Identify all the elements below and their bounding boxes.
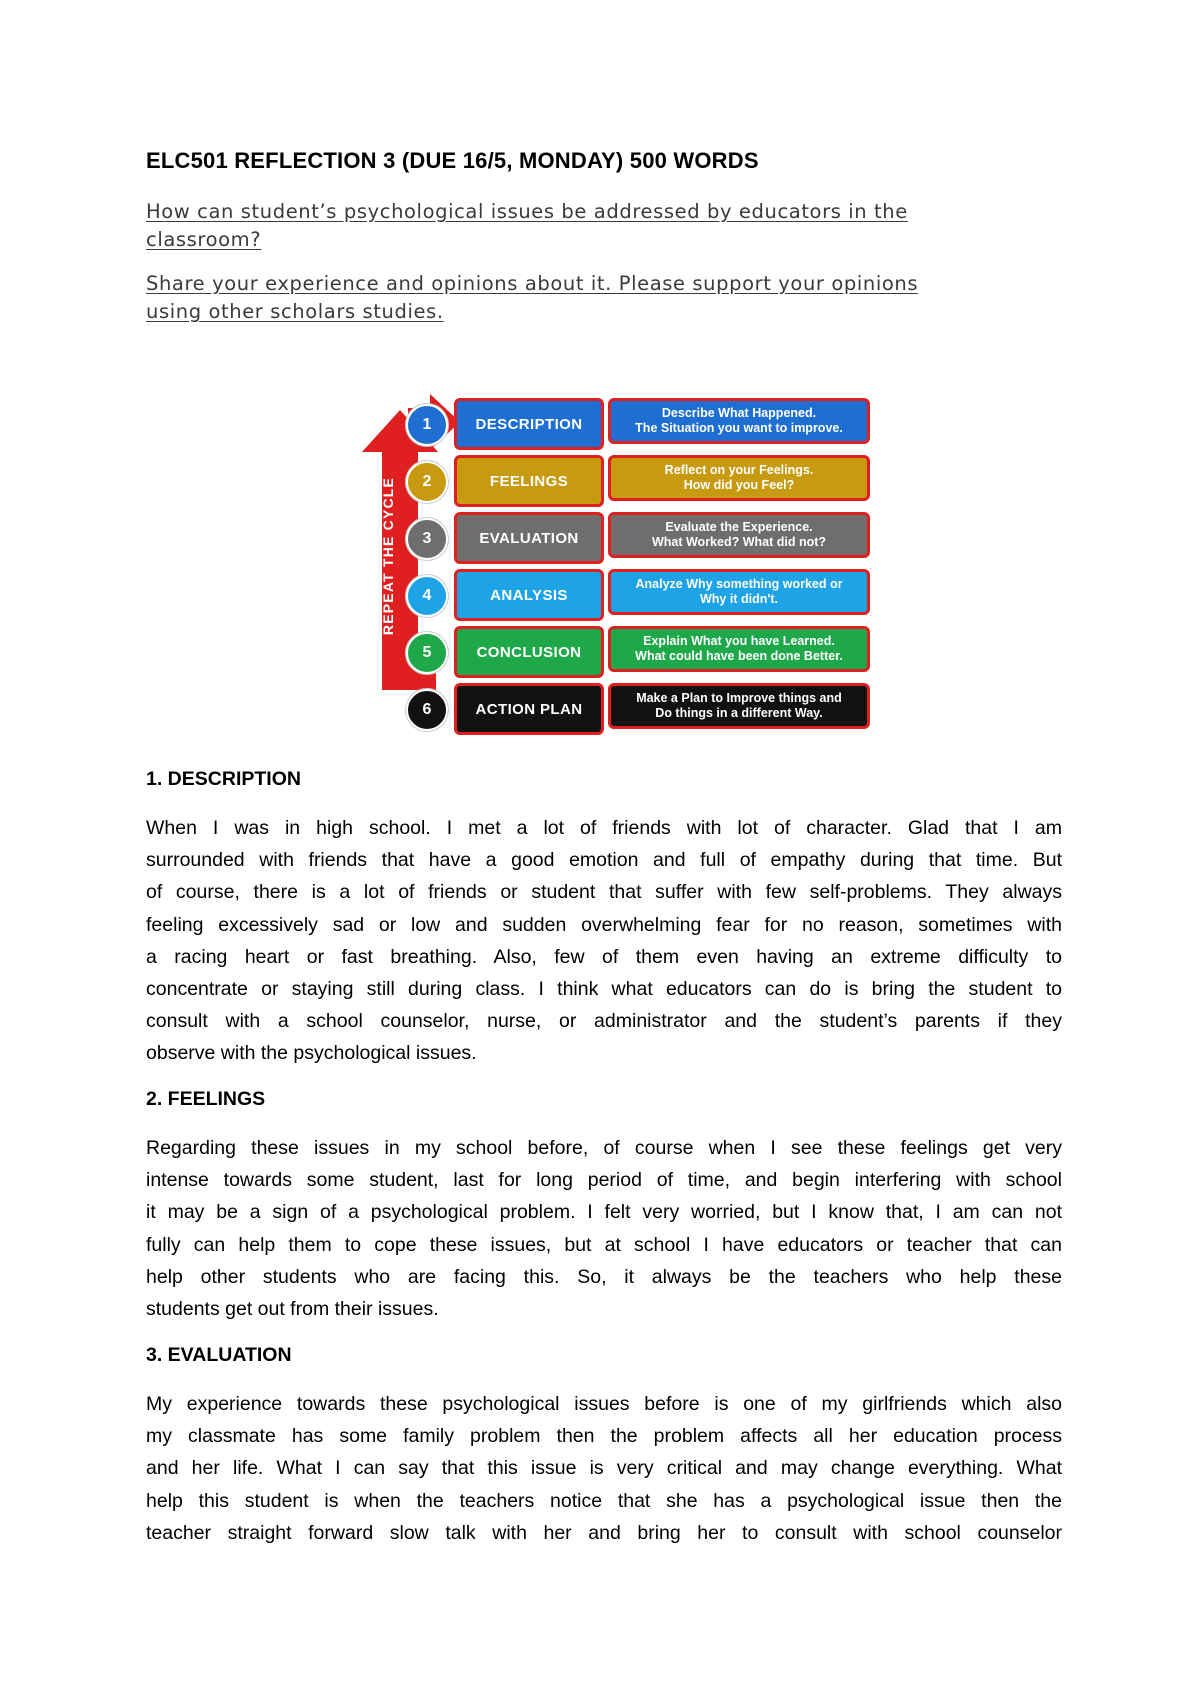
paragraph-line: Regarding these issues in my school before, of course when I see these feelings get very [146, 1137, 1062, 1159]
section-heading-evaluation: 3. EVALUATION [146, 1344, 292, 1366]
paragraph-line: concentrate or staying still during class. I think what educators can do is bring the student to [146, 977, 1062, 1000]
paragraph-line: help this student is when the teachers notice that she has a psychological issue then the [146, 1489, 1062, 1512]
paragraph-line: intense towards some student, last for long period of time, and begin interfering with school [146, 1169, 1062, 1192]
step-number-badge: 6 [406, 689, 448, 731]
cycle-step-2 [406, 455, 874, 505]
step-description-line: What could have been done Better. [635, 649, 843, 663]
step-description-line: Analyze Why something worked or [635, 577, 843, 591]
paragraph-line: my classmate has some family problem then the problem affects all her education process [146, 1425, 1062, 1448]
step-description [608, 512, 870, 558]
paragraph-line: surrounded with friends that have a good emotion and full of empathy during that time. But [146, 849, 1062, 872]
prompt-instruction [146, 270, 1062, 326]
step-description [608, 455, 870, 501]
step-label: ACTION PLAN [454, 683, 604, 735]
section-paragraph-feelings [146, 1132, 1062, 1325]
step-description-line: Make a Plan to Improve things and [636, 691, 842, 705]
section-paragraph-description [146, 812, 1062, 1070]
prompt-line: Share your experience and opinions about it. Please support your opinions [146, 272, 919, 295]
gibbs-cycle-diagram [356, 390, 874, 734]
paragraph-line: it may be a sign of a psychological problem. I felt very worried, but I know that, I am can not [146, 1201, 1062, 1224]
step-number-badge: 2 [406, 461, 448, 503]
step-description-line: Reflect on your Feelings. [664, 463, 814, 477]
step-number-badge: 1 [406, 404, 448, 446]
section-heading-feelings: 2. FEELINGS [146, 1088, 266, 1110]
step-label: FEELINGS [454, 455, 604, 507]
step-description-line: Describe What Happened. [661, 406, 817, 420]
step-label: ANALYSIS [454, 569, 604, 621]
paragraph-line: and her life. What I can say that this issue is very critical and may change everything. What [146, 1457, 1062, 1480]
cycle-step-5 [406, 626, 874, 676]
step-label: EVALUATION [454, 512, 604, 564]
step-description-line: The Situation you want to improve. [635, 421, 843, 435]
step-description-line: What Worked? What did not? [651, 535, 827, 549]
prompt-line: using other scholars studies. [146, 300, 444, 323]
prompt-line: classroom? [146, 228, 262, 251]
paragraph-line: students get out from their issues. [146, 1297, 439, 1320]
paragraph-line: teacher straight forward slow talk with her and bring her to consult with school counselor [146, 1521, 1062, 1544]
step-description [608, 683, 870, 729]
document-title: ELC501 REFLECTION 3 (DUE 16/5, MONDAY) 500 WORDS [146, 148, 759, 173]
cycle-step-3 [406, 512, 874, 562]
paragraph-line: help other students who are facing this. So, it always be the teachers who help these [146, 1265, 1062, 1288]
step-number-badge: 5 [406, 632, 448, 674]
cycle-step-4 [406, 569, 874, 619]
step-description-line: How did you Feel? [683, 478, 795, 492]
step-description-line: Why it didn't. [700, 592, 778, 606]
paragraph-line: consult with a school counselor, nurse, or administrator and the student’s parents if they [146, 1010, 1062, 1033]
step-description-line: Explain What you have Learned. [643, 634, 835, 648]
step-description [608, 626, 870, 672]
step-description-line: Evaluate the Experience. [665, 520, 813, 534]
paragraph-line: a racing heart or fast breathing. Also, few of them even having an extreme difficulty to [146, 945, 1062, 968]
step-number-badge: 4 [406, 575, 448, 617]
cycle-step-6 [406, 683, 874, 733]
section-paragraph-evaluation [146, 1388, 1062, 1549]
step-label: CONCLUSION [454, 626, 604, 678]
step-description [608, 569, 870, 615]
paragraph-line: My experience towards these psychological issues before is one of my girlfriends which also [146, 1393, 1062, 1415]
prompt-line: How can student’s psychological issues be addressed by educators in the [146, 200, 908, 223]
section-heading-description: 1. DESCRIPTION [146, 768, 301, 790]
cycle-step-1 [406, 398, 874, 448]
step-description [608, 398, 870, 444]
paragraph-line: observe with the psychological issues. [146, 1042, 477, 1065]
step-description-line: Do things in a different Way. [655, 706, 823, 720]
prompt-question [146, 198, 1062, 254]
paragraph-line: When I was in high school. I met a lot of friends with lot of character. Glad that I am [146, 817, 1062, 839]
paragraph-line: fully can help them to cope these issues, but at school I have educators or teacher that can [146, 1233, 1062, 1256]
step-label: DESCRIPTION [454, 398, 604, 450]
paragraph-line: of course, there is a lot of friends or student that suffer with few self-problems. They always [146, 881, 1062, 904]
paragraph-line: feeling excessively sad or low and sudden overwhelming fear for no reason, sometimes with [146, 913, 1062, 936]
repeat-cycle-label: REPEAT THE CYCLE [380, 476, 396, 636]
step-number-badge: 3 [406, 518, 448, 560]
